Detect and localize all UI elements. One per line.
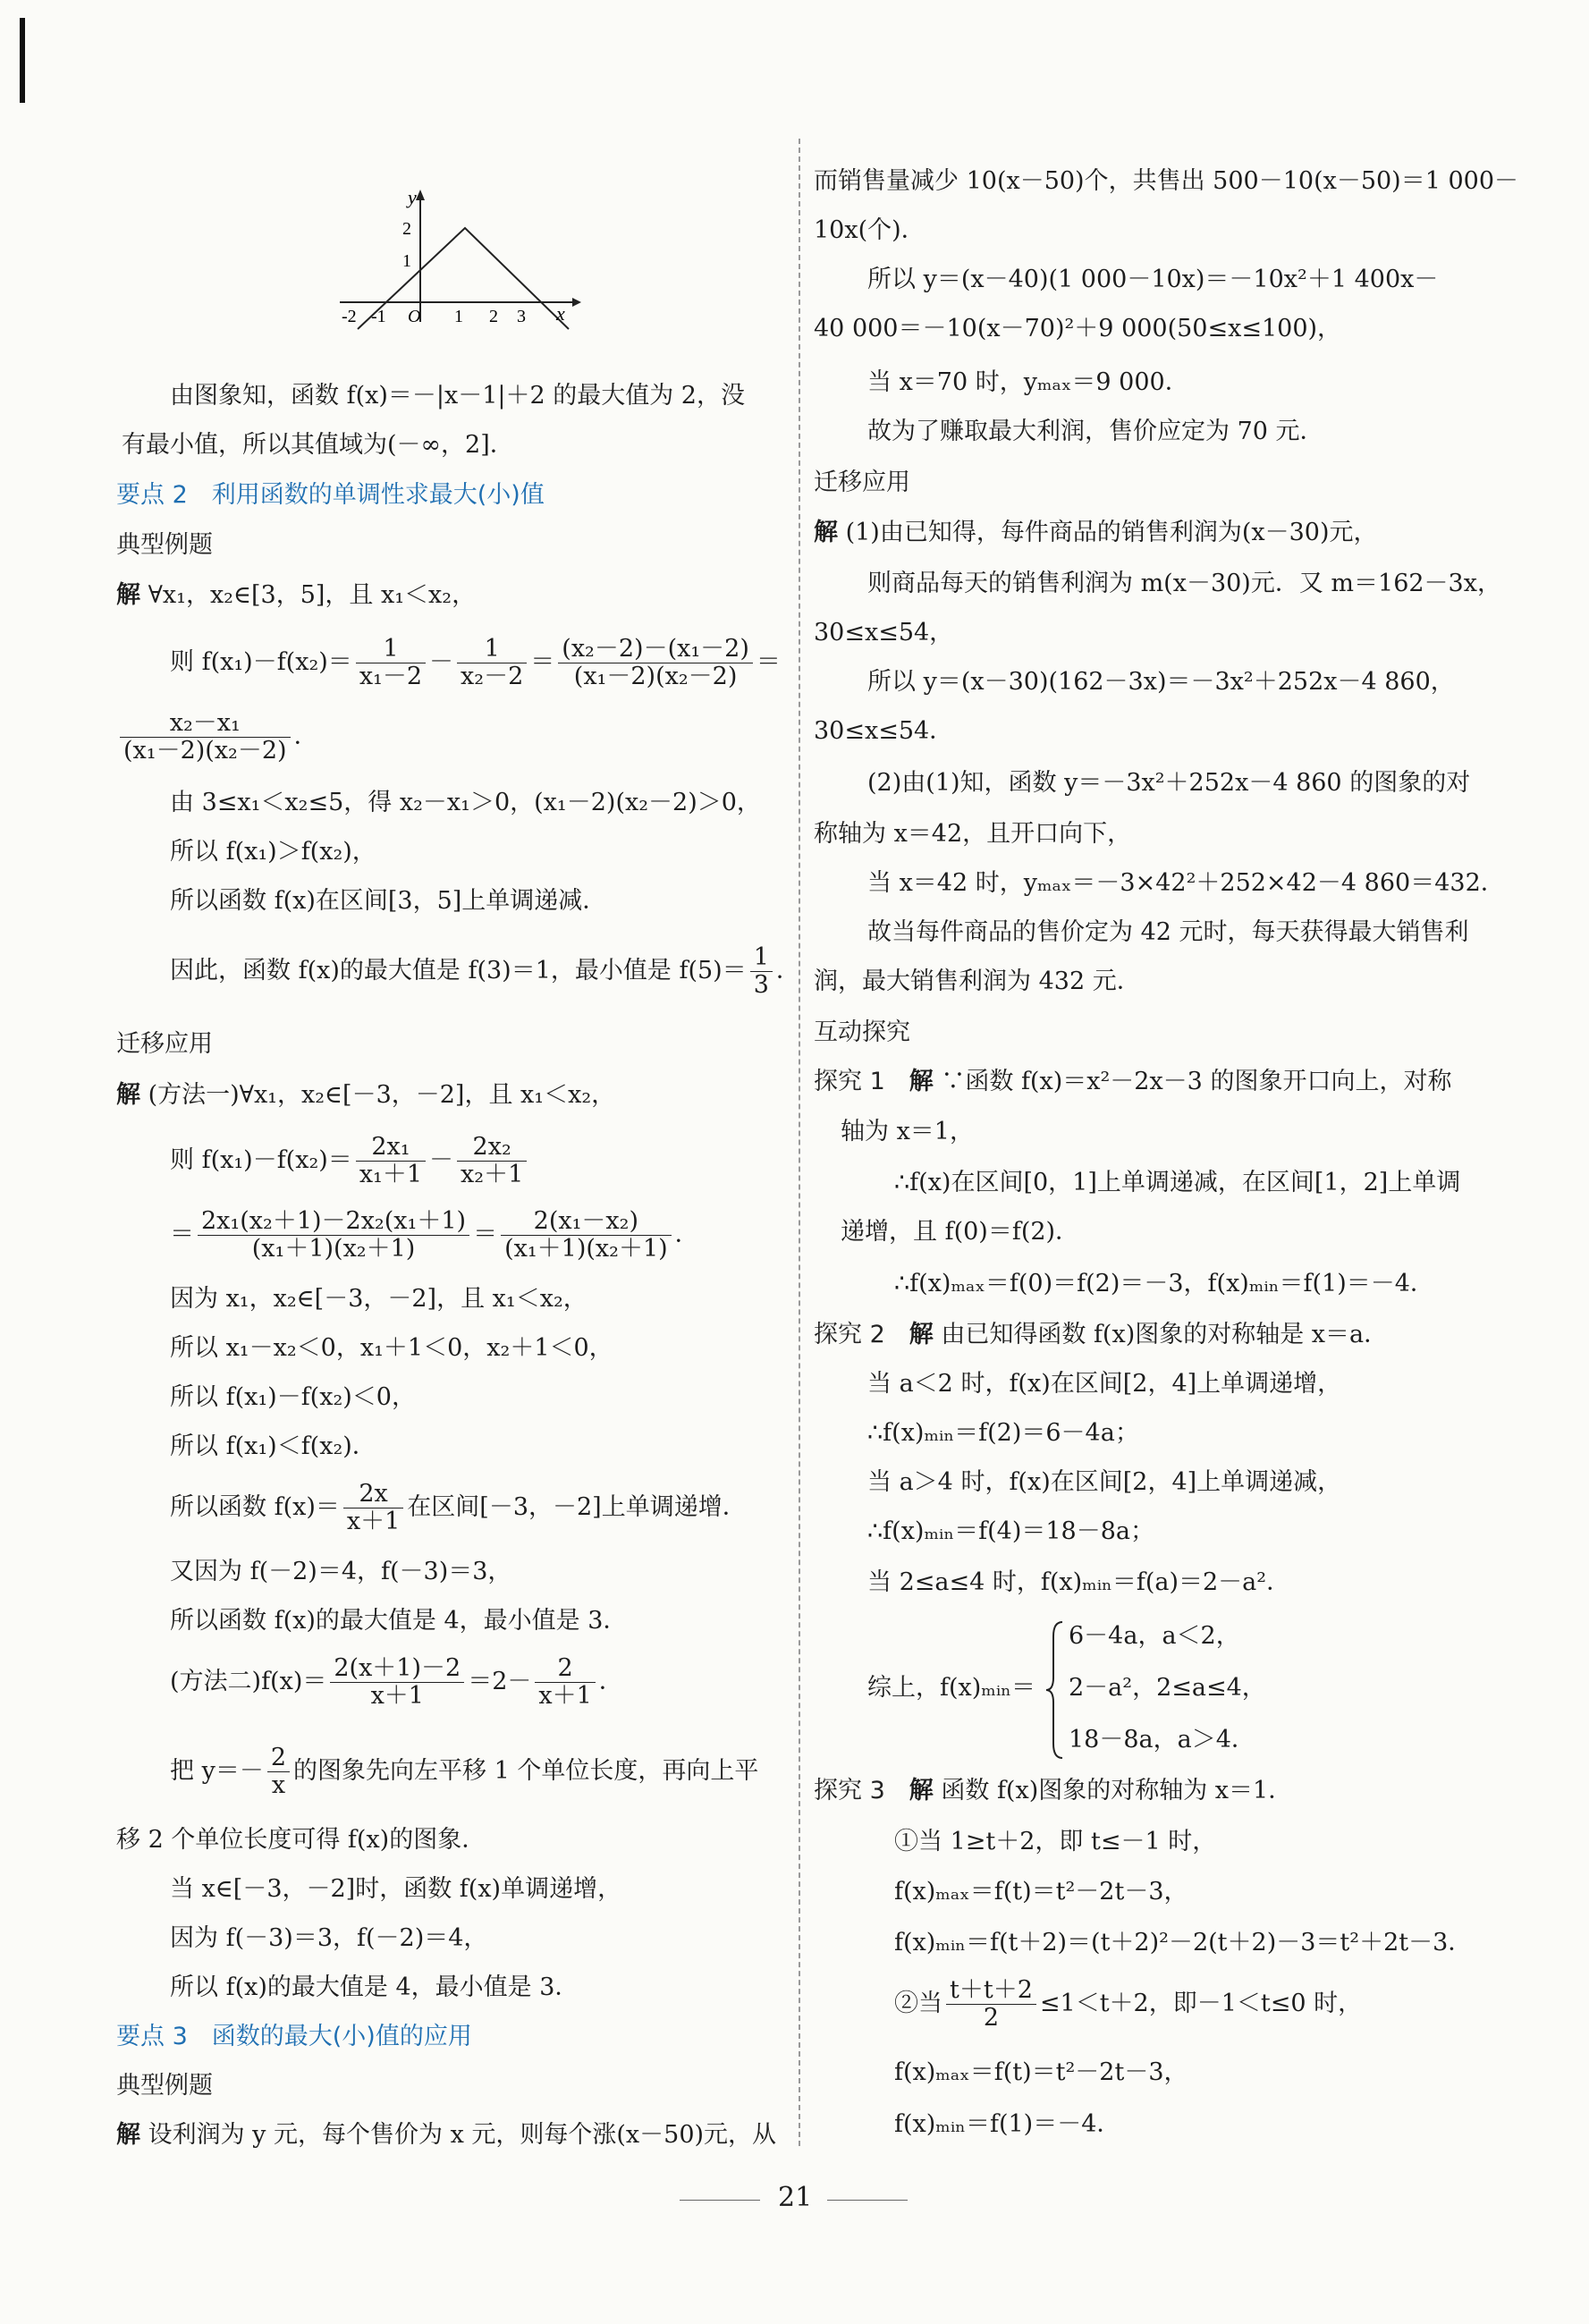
text: 则 f(x₁)－f(x₂)＝ xyxy=(170,648,352,676)
page-edge-mark xyxy=(20,18,25,103)
text-line: 因为 f(－3)＝3，f(－2)＝4， xyxy=(170,1924,488,1952)
equation-line: 则 f(x₁)－f(x₂)＝ $\frac{1}{\text{x₁－2}}$ － $\frac{1}{\text{x₂－2}}$ ＝ $\frac{\text{(x₂－2)－(x₁－2)}}{\text{(x₁－2)(x₂－2)}}$ ＝ xyxy=(170,635,781,690)
x-tick-neg2: -2 xyxy=(342,307,357,326)
text: 因此，函数 f(x)的最大值是 f(3)＝1，最小值是 f(5)＝ xyxy=(170,957,747,985)
explore-3-line xyxy=(814,1775,1292,1807)
explore-label: 探究 3 xyxy=(814,1777,885,1804)
fraction: $\frac{\text{2x₂}}{\text{x₂＋1}}$ xyxy=(457,1134,527,1188)
solution-label: 解 xyxy=(909,1068,934,1095)
explore-label: 探究 2 xyxy=(814,1321,885,1348)
fraction: $\frac{\text{(x₂－2)－(x₁－2)}}{\text{(x₁－2)(x₂－2)}}$ xyxy=(558,636,753,690)
fraction: $\frac{2}{x+1}$ xyxy=(535,1655,595,1710)
fraction: $\frac{\text{2x₁(x₂＋1)－2x₂(x₁＋1)}}{\text{(x₁＋1)(x₂＋1)}}$ xyxy=(198,1208,469,1263)
x-tick-1: 1 xyxy=(454,307,463,326)
solution-label: 解 xyxy=(116,1081,140,1109)
subheading-transfer: 迁移应用 xyxy=(814,469,910,496)
text-line: f(x)ₘᵢₙ＝f(1)＝－4． xyxy=(894,2110,1121,2138)
equation-line xyxy=(170,1475,747,1540)
text-line: 所以 x₁－x₂＜0，x₁＋1＜0，x₂＋1＜0， xyxy=(170,1334,613,1362)
fraction: $\frac{2x}{x+1}$ xyxy=(343,1481,403,1535)
text: ≤1＜t＋2，即－1＜t≤0 时， xyxy=(1039,1990,1363,2017)
text-line: 30≤x≤54， xyxy=(814,619,954,646)
piecewise-case: 18－8a，a＞4． xyxy=(1069,1726,1255,1754)
explore-label: 探究 1 xyxy=(814,1068,885,1095)
text-line: 所以函数 f(x)的最大值是 4，最小值是 3． xyxy=(170,1607,628,1635)
text-line: ①当 1≥t＋2，即 t≤－1 时， xyxy=(894,1828,1217,1855)
text: 函数 f(x)图象的对称轴为 x＝1． xyxy=(941,1777,1293,1804)
text-line: f(x)ₘₐₓ＝f(t)＝t²－2t－3， xyxy=(894,2058,1188,2086)
equation-line: 因此，函数 f(x)的最大值是 f(3)＝1，最小值是 f(5)＝ $\frac{1}{3}$ ． xyxy=(170,943,800,999)
text-line: 所以函数 f(x)在区间[3，5]上单调递减． xyxy=(170,887,607,915)
section-heading-key3: 要点 3 函数的最大(小)值的应用 xyxy=(116,2023,472,2050)
text-line: 轴为 x＝1， xyxy=(841,1118,974,1145)
y-tick-2: 2 xyxy=(402,219,411,239)
subheading-example: 典型例题 xyxy=(116,531,213,559)
fraction: $\frac{1}{\text{x₁－2}}$ xyxy=(356,636,426,690)
text-line: 30≤x≤54． xyxy=(814,717,954,745)
solution-line xyxy=(116,1079,615,1111)
solution-label: 解 xyxy=(116,2121,140,2149)
text-line: 因为 x₁，x₂∈[－3，－2]，且 x₁＜x₂， xyxy=(170,1285,587,1313)
text-line: 润，最大销售利润为 432 元． xyxy=(814,968,1141,995)
fraction: $\frac{1}{\text{x₂－2}}$ xyxy=(457,636,527,690)
fraction: $\frac{t+t+2}{2}$ xyxy=(946,1977,1036,2032)
text: ∵函数 f(x)＝x²－2x－3 的图象开口向上，对称 xyxy=(941,1068,1452,1095)
text-line: ∴f(x)在区间[0，1]上单调递减，在区间[1，2]上单调 xyxy=(894,1169,1461,1196)
text-line: 当 x＝42 时，yₘₐₓ＝－3×42²＋252×42－4 860＝432． xyxy=(867,869,1505,897)
text: 在区间[－3，－2]上单调递增． xyxy=(407,1493,747,1521)
page-number-line-left xyxy=(680,2200,760,2201)
x-tick-2: 2 xyxy=(489,307,498,326)
text-line: 故为了赚取最大利润，售价应定为 70 元． xyxy=(867,418,1324,445)
fraction: $\frac{\text{2x₁}}{\text{x₁＋1}}$ xyxy=(356,1134,426,1188)
page-number-line-right xyxy=(827,2200,908,2201)
text-line: 移 2 个单位长度可得 f(x)的图象． xyxy=(116,1826,486,1854)
equation-line: (方法二)f(x)＝ $\frac{2(x+1)-2}{x+1}$ ＝2－ $\frac{2}{x+1}$ ． xyxy=(170,1654,623,1710)
text-line: 递增，且 f(0)＝f(2)． xyxy=(841,1218,1080,1246)
solution-line xyxy=(814,517,1378,549)
column-divider xyxy=(799,139,800,2146)
graph-curve xyxy=(358,228,569,329)
equation-line: ＝ $\frac{\text{2x₁(x₂＋1)－2x₂(x₁＋1)}}{\text{(x₁＋1)(x₂＋1)}}$ ＝ $\frac{\text{2(x₁－x₂)}}{\text{(x₁＋1)(x₂＋1)}}$ ． xyxy=(170,1207,699,1263)
text: (方法二)f(x)＝ xyxy=(170,1668,327,1695)
text-line: 而销售量减少 10(x－50)个，共售出 500－10(x－50)＝1 000－ xyxy=(814,167,1519,195)
equation-line: $\frac{\text{x₂－x₁}}{\text{(x₁－2)(x₂－2)}}$ ． xyxy=(116,705,318,769)
text-line: ∴f(x)ₘᵢₙ＝f(4)＝18－8a； xyxy=(867,1517,1155,1545)
text-line: 所以 f(x₁)－f(x₂)＜0， xyxy=(170,1383,416,1411)
piecewise-case: 2－a²，2≤a≤4， xyxy=(1069,1674,1266,1702)
text-line: 称轴为 x＝42，且开口向下， xyxy=(814,820,1132,848)
text-line: 当 a＜2 时，f(x)在区间[2，4]上单调递增， xyxy=(867,1370,1342,1398)
text-line: (2)由(1)知，函数 y＝－3x²＋252x－4 860 的图象的对 xyxy=(867,769,1471,797)
text: ∀x₁，x₂∈[3，5]，且 x₁＜x₂， xyxy=(148,581,477,609)
explore-2-line xyxy=(814,1319,1388,1351)
y-axis-arrow-icon xyxy=(416,190,425,200)
text: 所以函数 f(x)＝ xyxy=(170,1493,340,1521)
subheading-example: 典型例题 xyxy=(116,2072,213,2100)
fraction: $\frac{2}{x}$ xyxy=(267,1745,290,1799)
solution-line xyxy=(116,579,476,612)
y-axis-label: y xyxy=(408,188,417,208)
text: 则 f(x₁)－f(x₂)＝ xyxy=(170,1146,352,1174)
text-line: ∴f(x)ₘₐₓ＝f(0)＝f(2)＝－3，f(x)ₘᵢₙ＝f(1)＝－4． xyxy=(894,1270,1434,1297)
text-line: 则商品每天的销售利润为 m(x－30)元．又 m＝162－3x， xyxy=(867,570,1501,597)
text-line: ∴f(x)ₘᵢₙ＝f(2)＝6－4a； xyxy=(867,1419,1139,1447)
text: (1)由已知得，每件商品的销售利润为(x－30)元， xyxy=(845,519,1378,546)
equation-line: 则 f(x₁)－f(x₂)＝ $\frac{\text{2x₁}}{\text{x₁＋1}}$ － $\frac{\text{2x₂}}{\text{x₂＋1}}$ xyxy=(170,1128,530,1193)
function-graph xyxy=(322,188,581,331)
text-line: 所以 y＝(x－30)(162－3x)＝－3x²＋252x－4 860， xyxy=(867,668,1455,696)
text: 设利润为 y 元，每个售价为 x 元，则每个涨(x－50)元，从 xyxy=(148,2121,777,2149)
solution-label: 解 xyxy=(909,1321,934,1348)
equation-line xyxy=(170,1739,758,1804)
text-line: 所以 y＝(x－40)(1 000－10x)＝－10x²＋1 400x－ xyxy=(867,266,1439,293)
text: (方法一)∀x₁，x₂∈[－3，－2]，且 x₁＜x₂， xyxy=(148,1081,616,1109)
explore-1-line xyxy=(814,1066,1451,1098)
text-line: f(x)ₘᵢₙ＝f(t＋2)＝(t＋2)²－2(t＋2)－3＝t²＋2t－3． xyxy=(894,1929,1473,1956)
text-line: 由 3≤x₁＜x₂≤5，得 x₂－x₁＞0，(x₁－2)(x₂－2)＞0， xyxy=(170,789,761,816)
fraction: $\frac{\text{x₂－x₁}}{\text{(x₁－2)(x₂－2)}}$ xyxy=(120,710,291,765)
y-tick-1: 1 xyxy=(402,251,411,271)
page-number: 21 xyxy=(778,2182,813,2213)
text-line: 所以 f(x₁)＜f(x₂)． xyxy=(170,1432,376,1460)
solution-line xyxy=(116,2119,776,2151)
x-axis-label: x xyxy=(556,302,565,325)
piecewise-label: 综上，f(x)ₘᵢₙ＝ xyxy=(867,1674,1035,1702)
fraction: $\frac{2(x+1)-2}{x+1}$ xyxy=(330,1655,464,1710)
x-tick-neg1: -1 xyxy=(371,307,386,326)
x-axis-arrow-icon xyxy=(572,298,581,307)
text-line: 10x(个)． xyxy=(814,216,926,244)
text-line: 当 x＝70 时，yₘₐₓ＝9 000． xyxy=(867,368,1189,396)
section-heading-key2: 要点 2 利用函数的单调性求最大(小)值 xyxy=(116,481,545,509)
text-line: 当 a＞4 时，f(x)在区间[2，4]上单调递减， xyxy=(867,1468,1342,1496)
text-line: 当 x∈[－3，－2]时，函数 f(x)单调递增， xyxy=(170,1875,622,1903)
text-line: 所以 f(x₁)＞f(x₂)， xyxy=(170,838,376,866)
subheading-explore: 互动探究 xyxy=(814,1018,910,1046)
text-line: 当 2≤a≤4 时，f(x)ₘᵢₙ＝f(a)＝2－a²． xyxy=(867,1568,1291,1596)
text-line: 故当每件商品的售价定为 42 元时，每天获得最大销售利 xyxy=(867,918,1469,946)
origin-label: O xyxy=(408,307,421,326)
text-line: 所以 f(x)的最大值是 4，最小值是 3． xyxy=(170,1973,579,2001)
equation-line xyxy=(894,1972,1362,2036)
piecewise-case: 6－4a，a＜2， xyxy=(1069,1622,1240,1650)
piecewise-brace-icon xyxy=(1044,1618,1066,1762)
subheading-transfer: 迁移应用 xyxy=(116,1030,213,1058)
solution-label: 解 xyxy=(814,519,838,546)
solution-label: 解 xyxy=(116,581,140,609)
text-line: 有最小值，所以其值域为(－∞，2]． xyxy=(122,431,514,459)
text: 把 y＝－ xyxy=(170,1757,264,1785)
text: 的图象先向左平移 1 个单位长度，再向上平 xyxy=(293,1757,759,1785)
text-line: f(x)ₘₐₓ＝f(t)＝t²－2t－3， xyxy=(894,1878,1188,1906)
text: 由已知得函数 f(x)图象的对称轴是 x＝a． xyxy=(941,1321,1389,1348)
fraction: $\frac{1}{3}$ xyxy=(750,944,773,999)
text-line: 由图象知，函数 f(x)＝－|x－1|＋2 的最大值为 2，没 xyxy=(170,382,745,410)
text-line: 又因为 f(－2)＝4，f(－3)＝3， xyxy=(170,1558,512,1585)
solution-label: 解 xyxy=(909,1777,934,1804)
fraction: $\frac{\text{2(x₁－x₂)}}{\text{(x₁＋1)(x₂＋1)}}$ xyxy=(501,1208,672,1263)
x-tick-3: 3 xyxy=(517,307,526,326)
text: ②当 xyxy=(894,1990,942,2017)
text-line: 40 000＝－10(x－70)²＋9 000(50≤x≤100)， xyxy=(814,315,1342,342)
